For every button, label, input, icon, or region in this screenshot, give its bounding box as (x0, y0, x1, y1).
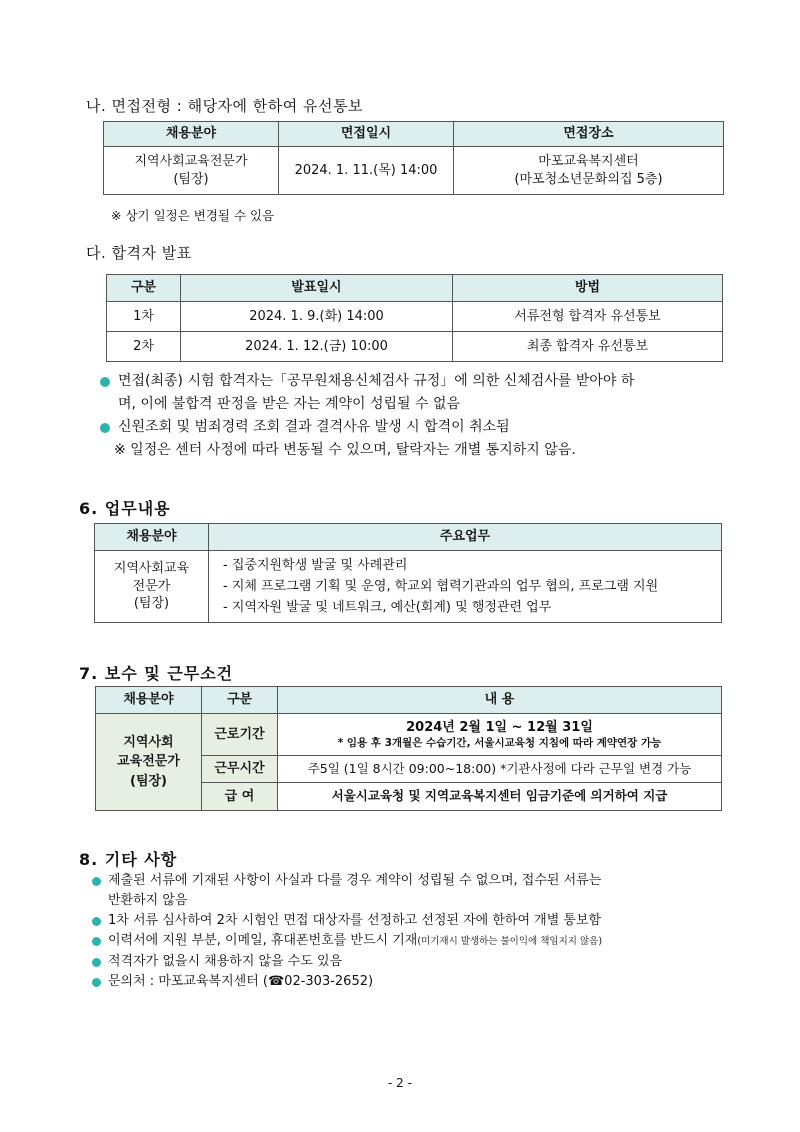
header-place: 면접장소 (454, 122, 724, 147)
header-duties: 주요업무 (209, 524, 722, 551)
interview-table (103, 121, 724, 195)
etc-heading: 8. 기타 사항 (79, 850, 178, 869)
list-item: 면접(최종) 시험 합격자는「공무원채용신체검사 규정」에 의한 신체검사를 받아야 하 며, 이에 불합격 판정을 받은 자는 계약이 성립될 수 없음 (98, 370, 738, 416)
pay-field: 지역사회 교육전문가 (팀장) (96, 714, 202, 811)
list-item: - 지역자원 발굴 및 네트워크, 예산(회계) 및 행정관련 업무 (223, 600, 552, 615)
bullet-dot-icon (92, 978, 101, 987)
header-announce-datetime: 발표일시 (181, 275, 453, 302)
hours-label: 근무시간 (202, 756, 278, 783)
list-item: - 집중지원학생 발굴 및 사례관리 (223, 558, 408, 573)
list-item: 제출된 서류에 기재된 사항이 사실과 다를 경우 계약이 성립될 수 없으며, 접수된 서류는 반환하지 않음 (90, 871, 740, 911)
hours-value: 주5일 (1일 8시간 09:00~18:00) *기관사정에 다라 근무일 변경 가능 (278, 756, 722, 783)
bullet-dot-icon (92, 958, 101, 967)
salary-value: 서울시교육청 및 지역교육복지센터 임금기준에 의거하여 지급 (278, 783, 722, 811)
announcement-note: ※ 일정은 센터 사정에 따라 변동될 수 있으며, 탈락자는 개별 통지하지 않음. (114, 442, 576, 458)
list-item: 적격자가 없을시 채용하지 않을 수도 있음 (90, 952, 740, 972)
announcement-bullets (98, 370, 738, 462)
method-cell: 서류전형 합격자 유선통보 (453, 302, 723, 332)
duties-heading: 6. 업무내용 (79, 499, 171, 518)
datetime-cell: 2024. 1. 9.(화) 14:00 (181, 302, 453, 332)
announcement-table (106, 274, 723, 362)
header-field: 채용분야 (96, 687, 202, 714)
period-value: 2024년 2월 1일 ~ 12월 31일 * 임용 후 3개월은 수습기간, 서울시교육청 지침에 따라 계약연장 가능 (278, 714, 722, 756)
announcement-heading: 다. 합격자 발표 (86, 244, 192, 262)
duties-table (94, 523, 722, 623)
header-content: 내 용 (278, 687, 722, 714)
table-row (107, 332, 723, 362)
list-item: - 지체 프로그램 기획 및 운영, 학교외 협력기관과의 업무 협의, 프로그램 지원 (223, 579, 659, 594)
bullet-dot-icon (92, 937, 101, 946)
period-label: 근로기간 (202, 714, 278, 756)
page-number: - 2 - (388, 1076, 412, 1090)
method-cell: 최종 합격자 유선통보 (453, 332, 723, 362)
interview-place: 마포교육복지센터 (마포청소년문화의집 5층) (454, 147, 724, 195)
header-field: 채용분야 (104, 122, 279, 147)
datetime-cell: 2024. 1. 12.(금) 10:00 (181, 332, 453, 362)
interview-note: ※ 상기 일정은 변경될 수 있음 (111, 208, 275, 223)
list-item: 이력서에 지원 부분, 이메일, 휴대폰번호를 반드시 기재(미기재시 발생하는 불이익에 책임지지 않음) (90, 931, 740, 952)
header-field: 채용분야 (95, 524, 209, 551)
bullet-dot-icon (92, 917, 101, 926)
interview-field: 지역사회교육전문가 (팀장) (104, 147, 279, 195)
stage-cell: 1차 (107, 302, 181, 332)
list-item: 신원조회 및 범죄경력 조회 결과 결격사유 발생 시 합격이 취소됨 (98, 416, 738, 439)
interview-datetime: 2024. 1. 11.(목) 14:00 (279, 147, 454, 195)
pay-heading: 7. 보수 및 근무소건 (79, 664, 234, 683)
etc-list (90, 871, 740, 992)
salary-label: 급 여 (202, 783, 278, 811)
duties-field: 지역사회교육 전문가 (팀장) (95, 551, 209, 623)
list-item: 문의처 : 마포교육복지센터 (☎02-303-2652) (90, 972, 740, 992)
header-method: 방법 (453, 275, 723, 302)
bullet-dot-icon (100, 377, 110, 387)
bullet-dot-icon (92, 877, 101, 886)
pay-table (95, 686, 722, 811)
duties-list (209, 551, 722, 623)
header-stage: 구분 (107, 275, 181, 302)
table-row (107, 302, 723, 332)
list-item: 1차 서류 심사하여 2차 시험인 면접 대상자를 선정하고 선정된 자에 한하여 개별 통보함 (90, 911, 740, 931)
interview-heading: 나. 면접전형 : 해당자에 한하여 유선통보 (86, 97, 364, 115)
header-category: 구분 (202, 687, 278, 714)
bullet-dot-icon (100, 423, 110, 433)
stage-cell: 2차 (107, 332, 181, 362)
header-datetime: 면접일시 (279, 122, 454, 147)
